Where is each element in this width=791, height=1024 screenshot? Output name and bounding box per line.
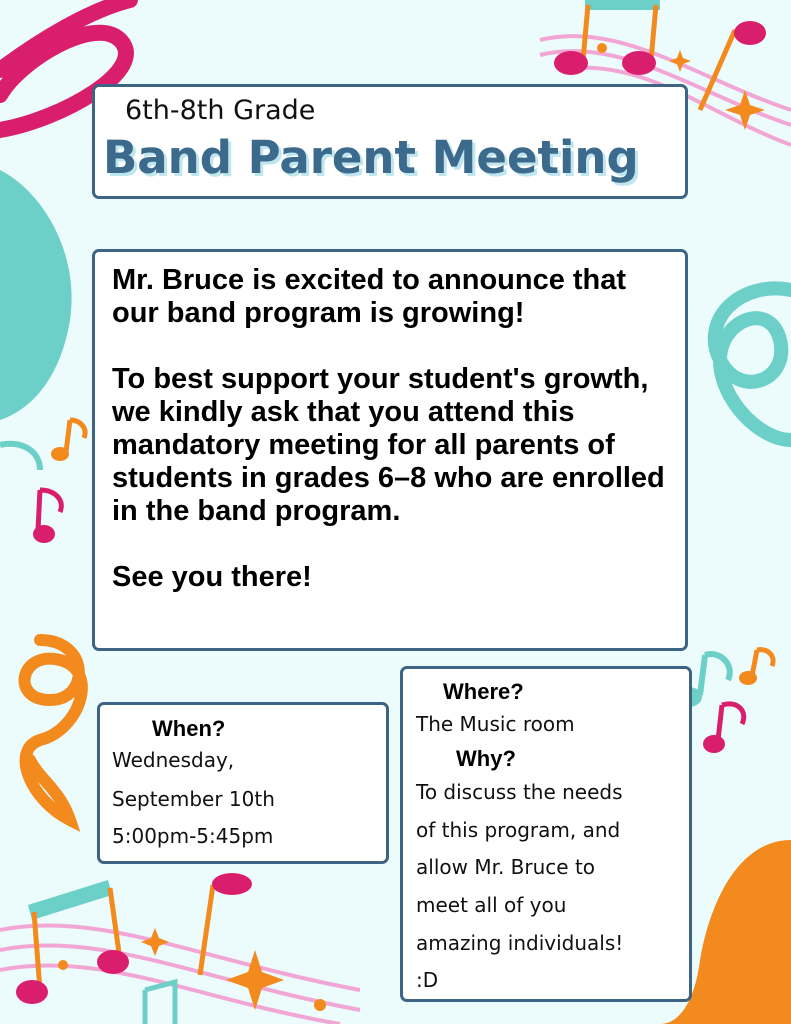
music-notes-bottom-left	[16, 873, 326, 1024]
why-line: amazing individuals!	[416, 931, 624, 955]
announcement-card	[92, 249, 688, 651]
where-label: Where?	[443, 679, 524, 704]
why-line: allow Mr. Bruce to	[416, 855, 596, 879]
when-time: 5:00pm-5:45pm	[112, 824, 274, 848]
grade-line: 6th-8th Grade	[125, 95, 316, 126]
teal-blob-left	[0, 170, 72, 420]
when-date: September 10th	[112, 787, 275, 811]
page-title: Band Parent Meeting	[103, 131, 639, 184]
staff-lines-bottom-left	[0, 925, 360, 1024]
why-line: To discuss the needs	[416, 780, 623, 804]
why-line: :D	[416, 968, 439, 992]
title-card	[92, 84, 688, 199]
when-day: Wednesday,	[112, 748, 235, 772]
when-label: When?	[152, 716, 226, 741]
music-notes-left	[0, 420, 85, 543]
announcement-paragraph: See you there!	[112, 561, 312, 593]
announcement-paragraph: Mr. Bruce is excited to announce that our band program is growing!	[112, 264, 627, 329]
where-why-card	[400, 666, 692, 1002]
orange-swirl-left	[25, 640, 82, 820]
announcement-paragraph: To best support your student's growth, we kindly ask that you attend this mandatory meeting for all parents of students in grades 6–8 who are enrolled in the band program.	[112, 363, 665, 527]
when-card	[97, 702, 389, 864]
why-label: Why?	[456, 746, 516, 771]
why-line: meet all of you	[416, 893, 567, 917]
teal-swirl-right	[715, 288, 791, 440]
where-value: The Music room	[416, 712, 575, 736]
why-line: of this program, and	[416, 818, 621, 842]
